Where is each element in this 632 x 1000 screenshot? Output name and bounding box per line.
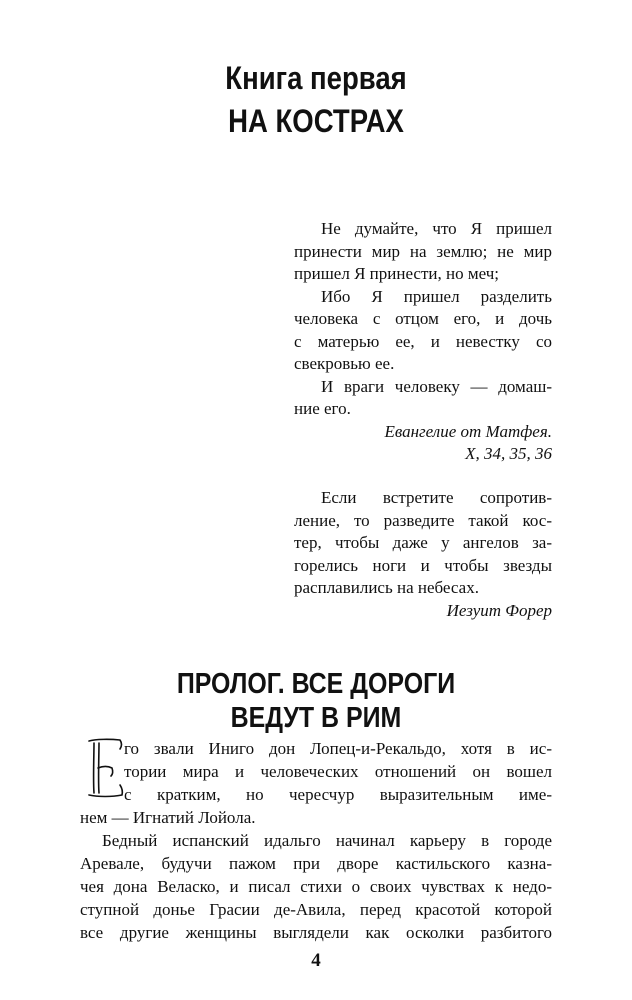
- body-line: все другие женщины выглядели как осколки разбитого: [80, 923, 552, 942]
- epigraph-line: Не думайте, что Я пришел: [321, 219, 552, 238]
- epigraph-source: Иезуит Форер: [446, 600, 552, 620]
- epigraph-line: Ибо Я пришел разделить: [321, 286, 552, 306]
- epigraph-jesuit: [294, 487, 552, 622]
- epigraph-gospel: [294, 218, 552, 466]
- epigraph-line: свекровью ее.: [294, 354, 395, 373]
- body-line: чея дона Веласко, и писал стихи о своих чувствах к недо-: [80, 877, 552, 896]
- body-line: нем — Игнатий Лойола.: [80, 808, 256, 827]
- body-line: го звали Иниго дон Лопец-и-Рекальдо, хотя в ис-: [124, 739, 552, 758]
- epigraph-line: горелись ноги и чтобы звезды: [294, 555, 552, 575]
- body-line: Аревале, будучи пажом при дворе кастильского казна-: [80, 854, 552, 873]
- epigraph-line: человека с отцом его, и дочь: [294, 309, 552, 328]
- epigraph-source: Евангелие от Матфея.: [384, 421, 552, 441]
- epigraph-line: с матерью ее, и невестку со: [294, 331, 552, 351]
- epigraph-line: пришел Я принести, но меч;: [294, 264, 499, 283]
- body-line: Бедный испанский идальго начинал карьеру в городе: [102, 831, 552, 850]
- epigraph-source-verses: X, 34, 35, 36: [465, 444, 552, 463]
- epigraph-line: ние его.: [294, 399, 351, 418]
- book-subtitle: НА КОСТРАХ: [228, 103, 404, 139]
- body-line: ступной донье Грасии де-Авила, перед красотой которой: [80, 900, 552, 919]
- epigraph-line: тер, чтобы даже у ангелов за-: [294, 533, 552, 552]
- epigraph-line: расплавились на небесах.: [294, 578, 479, 597]
- body-line: тории мира и человеческих отношений он вошел: [124, 762, 552, 781]
- epigraph-line: принести мир на землю; не мир: [294, 241, 552, 261]
- epigraph-line: ление, то разведите такой кос-: [294, 510, 552, 530]
- prologue-text: [80, 737, 552, 944]
- book-title: Книга первая: [225, 60, 407, 96]
- epigraph-line: Если встретите сопротив-: [321, 488, 552, 507]
- prologue-title-line2: ВЕДУТ В РИМ: [230, 702, 402, 734]
- prologue-title: ПРОЛОГ. ВСЕ ДОРОГИ: [176, 668, 456, 700]
- body-line: с кратким, но чересчур выразительным име-: [124, 785, 552, 804]
- page-number: 4: [311, 950, 321, 971]
- epigraph-line: И враги человеку — домаш-: [321, 376, 552, 396]
